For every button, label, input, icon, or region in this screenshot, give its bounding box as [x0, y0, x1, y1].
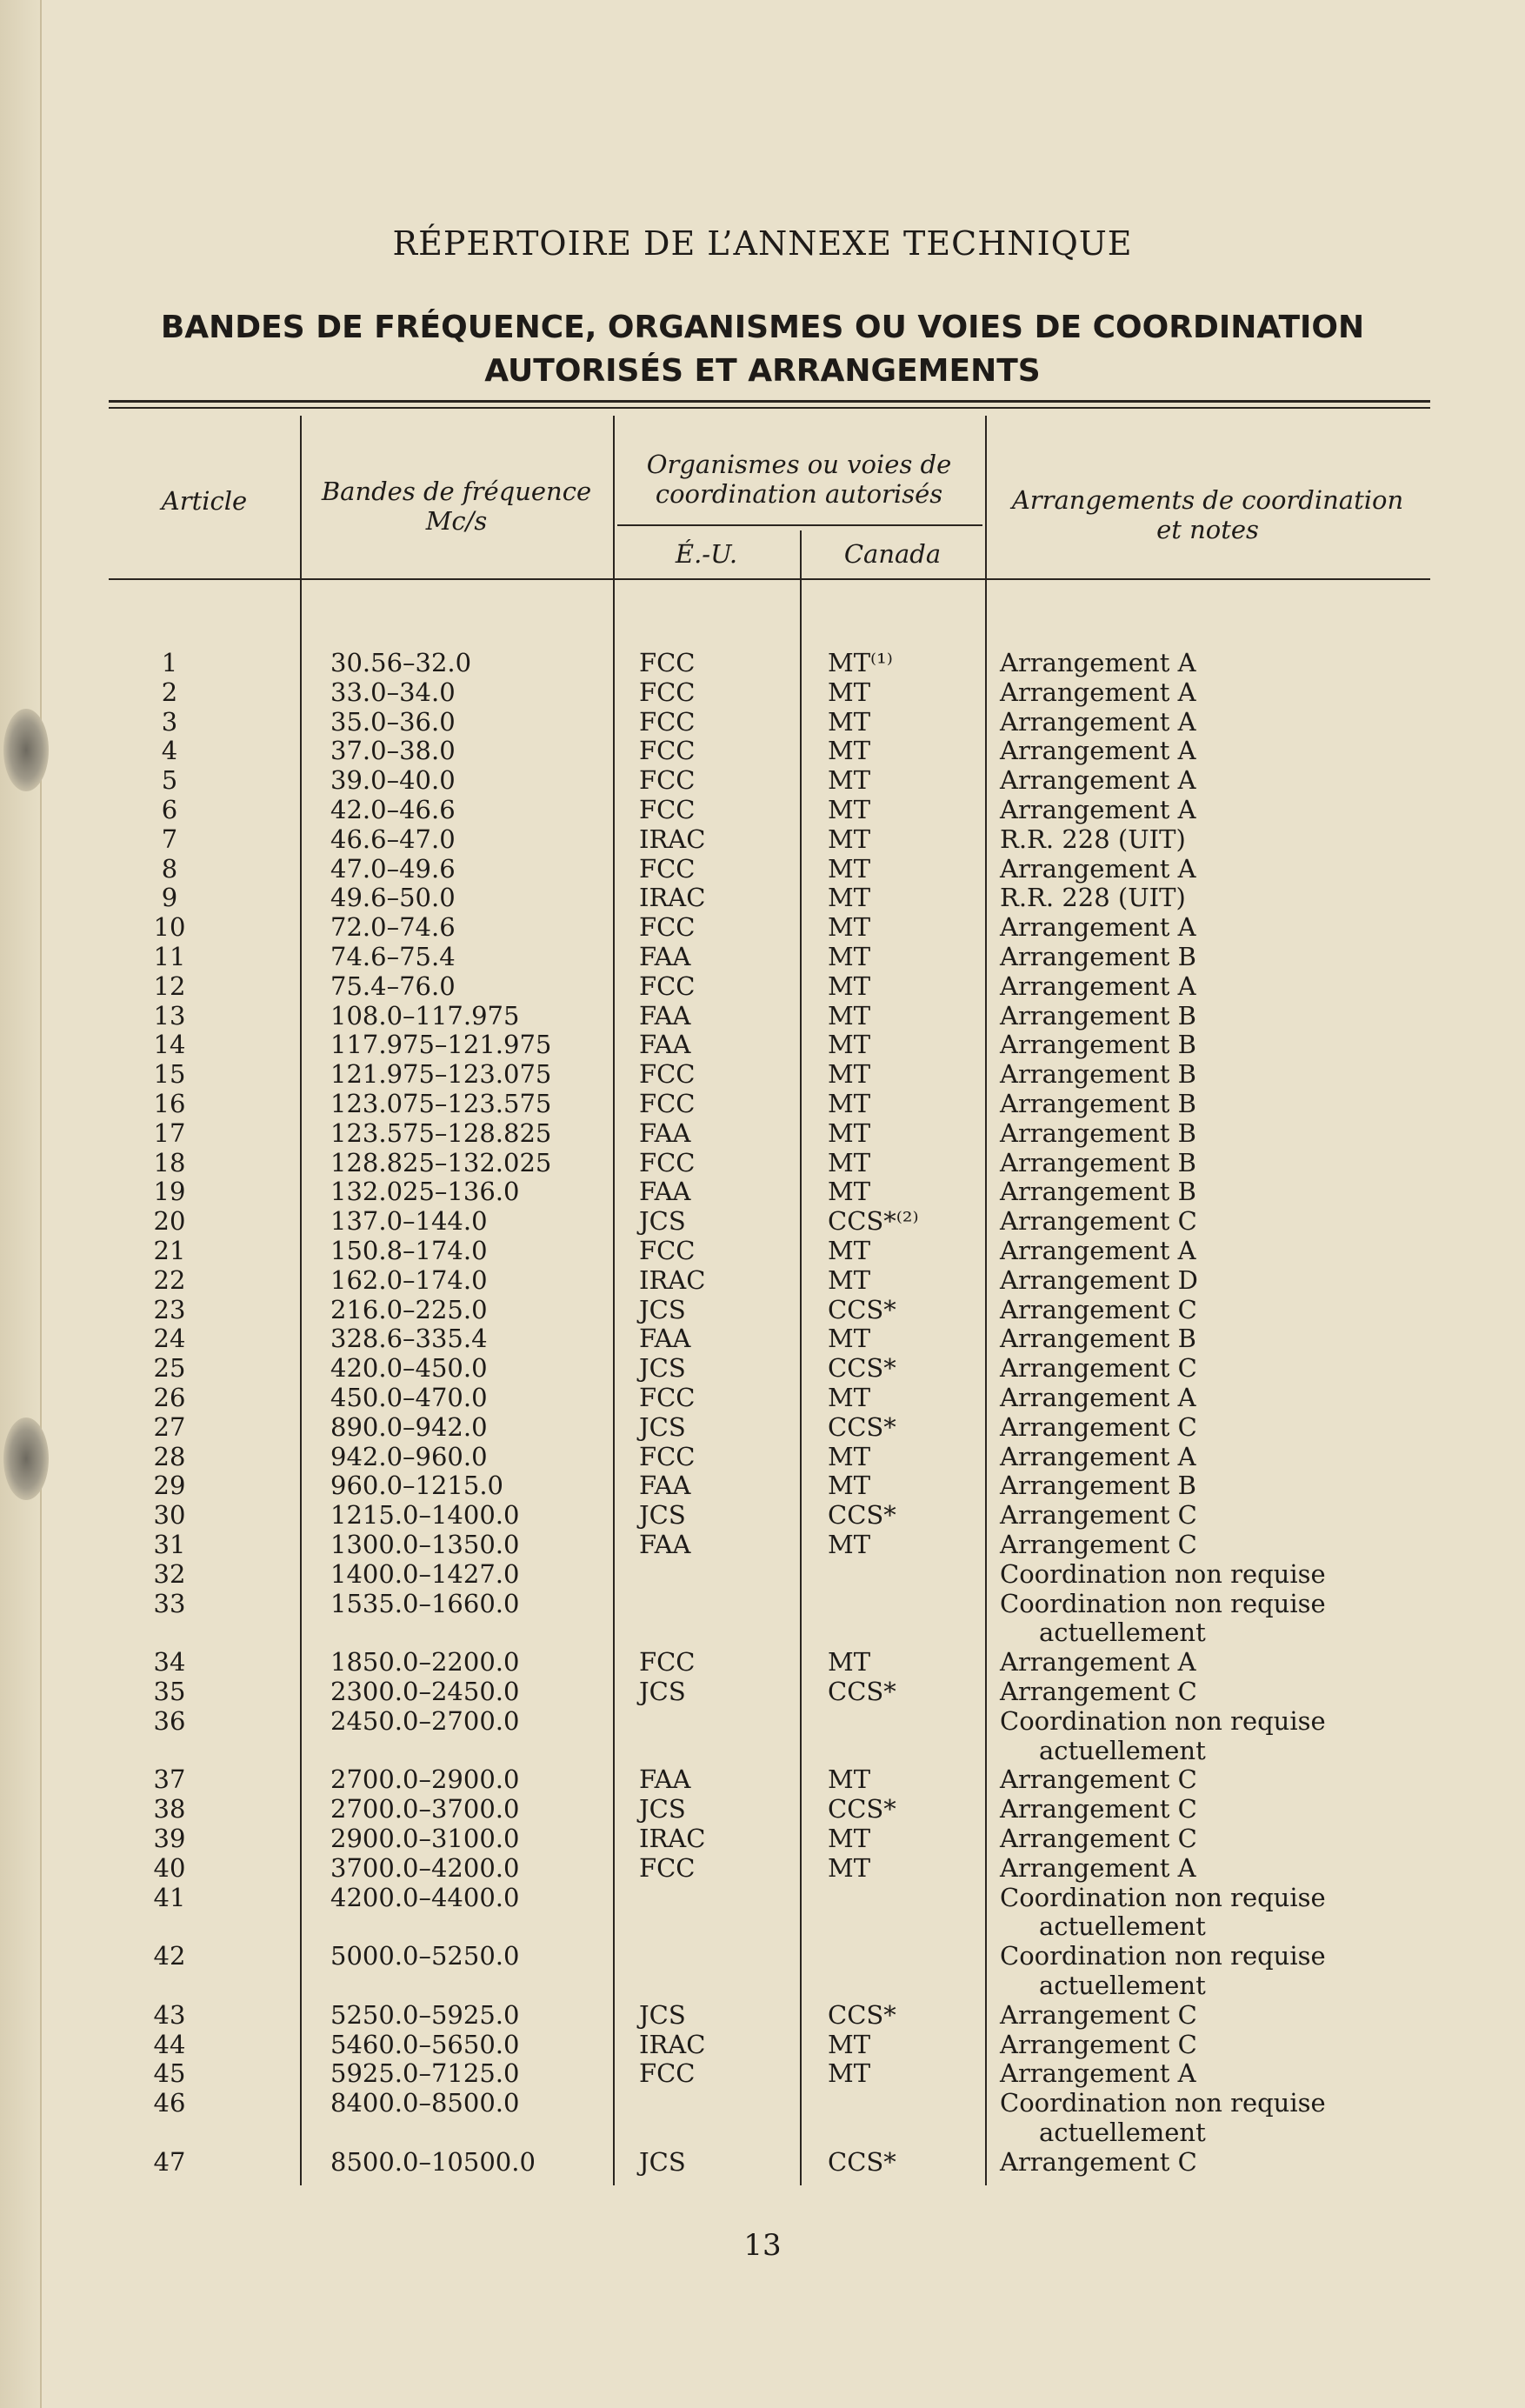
cell-canada: CCS*	[828, 2146, 896, 2177]
cell-band: 132.025–136.0	[330, 1177, 520, 1207]
column-divider	[800, 530, 802, 2185]
cell-article: 40	[153, 1852, 186, 1883]
cell-band: 2450.0–2700.0	[330, 1705, 520, 1736]
cell-canada: MT	[828, 1030, 871, 1060]
cell-us: FCC	[639, 677, 696, 707]
page-title: RÉPERTOIRE DE L’ANNEXE TECHNIQUE	[392, 224, 1133, 263]
cell-arrangement: Arrangement C	[1000, 1794, 1197, 1824]
cell-article: 25	[153, 1353, 186, 1384]
cell-article: 2	[161, 677, 178, 707]
cell-band: 328.6–335.4	[330, 1324, 488, 1354]
cell-arrangement: Arrangement A	[1000, 706, 1196, 737]
cell-band: 5250.0–5925.0	[330, 1999, 520, 2030]
table-top-rule	[109, 407, 1430, 409]
cell-band: 49.6–50.0	[330, 883, 456, 913]
cell-arrangement: Arrangement D	[1000, 1264, 1198, 1295]
cell-canada: MT	[828, 971, 871, 1001]
cell-us: FAA	[639, 942, 691, 971]
cell-us: FAA	[639, 1177, 691, 1207]
cell-canada: CCS*	[828, 1411, 896, 1442]
cell-article: 20	[153, 1206, 186, 1237]
cell-canada: CCS*	[828, 1294, 896, 1324]
cell-arrangement: Arrangement C	[1000, 1353, 1197, 1384]
cell-arrangement: Arrangement B	[1000, 1324, 1196, 1354]
cell-article: 4	[161, 736, 178, 766]
cell-band: 5460.0–5650.0	[330, 2029, 520, 2059]
cell-canada: MT	[828, 1236, 871, 1265]
cell-canada: MT	[828, 883, 871, 913]
cell-band: 33.0–34.0	[330, 677, 456, 707]
cell-canada: MT	[828, 853, 871, 884]
cell-article: 15	[153, 1059, 186, 1090]
cell-arrangement: Arrangement B	[1000, 1147, 1196, 1177]
cell-canada: CCS*	[828, 1500, 896, 1531]
cell-arrangement: Arrangement C	[1000, 1677, 1197, 1706]
cell-band: 137.0–144.0	[330, 1206, 488, 1237]
cell-band: 123.075–123.575	[330, 1089, 552, 1118]
cell-band: 35.0–36.0	[330, 706, 456, 737]
cell-canada: CCS*⁽²⁾	[828, 1206, 919, 1237]
cell-arrangement: Arrangement A	[1000, 2058, 1196, 2089]
cell-arrangement: Arrangement A	[1000, 1383, 1196, 1412]
cell-arrangement: Arrangement A	[1000, 736, 1196, 766]
cell-band: 162.0–174.0	[330, 1264, 488, 1295]
cell-canada: MT	[828, 1471, 871, 1501]
cell-band: 1400.0–1427.0	[330, 1558, 520, 1589]
cell-arrangement: Arrangement C	[1000, 1764, 1197, 1795]
cell-us: JCS	[639, 2146, 686, 2177]
cell-band: 8400.0–8500.0	[330, 2088, 520, 2118]
cell-band: 47.0–49.6	[330, 853, 456, 884]
cell-canada: MT	[828, 2029, 871, 2059]
header-canada: Canada	[843, 539, 942, 569]
cell-canada: MT	[828, 795, 871, 824]
header-bands: Bandes de fréquence Mc/s	[321, 477, 592, 536]
cell-canada: MT	[828, 1059, 871, 1090]
cell-article: 11	[153, 942, 186, 971]
cell-band: 4200.0–4400.0	[330, 1882, 520, 1912]
cell-arrangement-cont: actuellement	[1039, 1618, 1206, 1648]
cell-arrangement: R.R. 228 (UIT)	[1000, 883, 1186, 913]
cell-article: 32	[153, 1558, 186, 1589]
cell-us: FAA	[639, 1530, 691, 1559]
cell-article: 22	[153, 1264, 186, 1295]
cell-us: IRAC	[639, 2029, 706, 2059]
cell-us: FCC	[639, 795, 696, 824]
header-bottom-rule	[109, 578, 1430, 580]
cell-article: 10	[153, 912, 186, 943]
cell-article: 19	[153, 1177, 186, 1207]
cell-arrangement: Coordination non requise	[1000, 1558, 1326, 1589]
cell-us: JCS	[639, 1294, 686, 1324]
cell-canada: MT	[828, 2058, 871, 2089]
cell-article: 27	[153, 1411, 186, 1442]
cell-band: 39.0–40.0	[330, 765, 456, 796]
cell-us: IRAC	[639, 1824, 706, 1853]
binding-hole	[3, 1417, 49, 1500]
cell-canada: MT	[828, 1441, 871, 1471]
cell-arrangement: Arrangement A	[1000, 1236, 1196, 1265]
cell-us: FAA	[639, 1324, 691, 1354]
cell-band: 74.6–75.4	[330, 942, 456, 971]
cell-article: 42	[153, 1941, 186, 1971]
cell-arrangement: Arrangement B	[1000, 1030, 1196, 1060]
page-subtitle: BANDES DE FRÉQUENCE, ORGANISMES OU VOIES DE COORDINATION AUTORISÉS ET ARRANGEMENTS	[160, 310, 1365, 389]
cell-band: 2300.0–2450.0	[330, 1677, 520, 1706]
cell-article: 31	[153, 1530, 186, 1559]
cell-us: IRAC	[639, 1264, 706, 1295]
cell-canada: MT	[828, 736, 871, 766]
cell-arrangement: Arrangement B	[1000, 1471, 1196, 1501]
cell-band: 890.0–942.0	[330, 1411, 488, 1442]
cell-article: 9	[161, 883, 178, 913]
cell-us: FAA	[639, 1000, 691, 1031]
cell-article: 17	[153, 1117, 186, 1148]
cell-canada: MT	[828, 1117, 871, 1148]
cell-article: 35	[153, 1677, 186, 1706]
cell-arrangement: Arrangement C	[1000, 1999, 1197, 2030]
cell-canada: MT	[828, 1764, 871, 1795]
cell-band: 2900.0–3100.0	[330, 1824, 520, 1853]
cell-canada: MT	[828, 1264, 871, 1295]
cell-canada: MT	[828, 1530, 871, 1559]
cell-band: 2700.0–2900.0	[330, 1764, 520, 1795]
cell-arrangement: Arrangement C	[1000, 1500, 1197, 1531]
cell-arrangement: Arrangement A	[1000, 971, 1196, 1001]
cell-us: FCC	[639, 1852, 696, 1883]
cell-canada: MT	[828, 1177, 871, 1207]
cell-canada: MT	[828, 1383, 871, 1412]
cell-canada: MT	[828, 1647, 871, 1678]
cell-band: 150.8–174.0	[330, 1236, 488, 1265]
cell-arrangement: Arrangement A	[1000, 912, 1196, 943]
cell-arrangement: Coordination non requise	[1000, 1588, 1326, 1618]
cell-arrangement: Arrangement A	[1000, 677, 1196, 707]
cell-arrangement: Arrangement B	[1000, 1117, 1196, 1148]
cell-article: 6	[161, 795, 178, 824]
cell-article: 24	[153, 1324, 186, 1354]
cell-arrangement: Arrangement C	[1000, 1824, 1197, 1853]
cell-band: 450.0–470.0	[330, 1383, 488, 1412]
cell-arrangement: Arrangement C	[1000, 2146, 1197, 2177]
subheader-rule	[617, 524, 982, 526]
cell-article: 26	[153, 1383, 186, 1412]
cell-article: 39	[153, 1824, 186, 1853]
cell-canada: MT	[828, 942, 871, 971]
cell-article: 12	[153, 971, 186, 1001]
header-us: É.-U.	[675, 539, 738, 569]
cell-us: FCC	[639, 1647, 696, 1678]
cell-us: FCC	[639, 853, 696, 884]
cell-canada: MT	[828, 765, 871, 796]
cell-us: JCS	[639, 1206, 686, 1237]
header-arrangements: Arrangements de coordination et notes	[1011, 485, 1404, 544]
cell-arrangement: Arrangement B	[1000, 1089, 1196, 1118]
cell-band: 37.0–38.0	[330, 736, 456, 766]
cell-us: FCC	[639, 1147, 696, 1177]
cell-band: 942.0–960.0	[330, 1441, 488, 1471]
cell-band: 1300.0–1350.0	[330, 1530, 520, 1559]
cell-us: FAA	[639, 1764, 691, 1795]
cell-arrangement: Arrangement A	[1000, 1647, 1196, 1678]
cell-article: 28	[153, 1441, 186, 1471]
cell-us: FCC	[639, 1059, 696, 1090]
cell-article: 13	[153, 1000, 186, 1031]
cell-band: 216.0–225.0	[330, 1294, 488, 1324]
cell-arrangement: Arrangement B	[1000, 1000, 1196, 1031]
cell-arrangement-cont: actuellement	[1039, 1735, 1206, 1765]
cell-us: JCS	[639, 1411, 686, 1442]
cell-article: 5	[161, 765, 178, 796]
page-number: 13	[743, 2228, 782, 2263]
cell-us: FCC	[639, 706, 696, 737]
column-divider	[985, 416, 987, 2185]
cell-band: 75.4–76.0	[330, 971, 456, 1001]
cell-canada: MT	[828, 1147, 871, 1177]
cell-band: 3700.0–4200.0	[330, 1852, 520, 1883]
cell-canada: MT	[828, 1324, 871, 1354]
cell-arrangement: Coordination non requise	[1000, 1705, 1326, 1736]
cell-band: 123.575–128.825	[330, 1117, 552, 1148]
cell-us: FAA	[639, 1117, 691, 1148]
cell-canada: MT	[828, 1852, 871, 1883]
cell-arrangement: Arrangement A	[1000, 1441, 1196, 1471]
cell-canada: MT	[828, 912, 871, 943]
cell-canada: MT	[828, 1000, 871, 1031]
cell-arrangement: R.R. 228 (UIT)	[1000, 824, 1186, 854]
cell-us: FCC	[639, 912, 696, 943]
cell-arrangement: Arrangement A	[1000, 765, 1196, 796]
cell-canada: MT	[828, 706, 871, 737]
cell-arrangement: Arrangement C	[1000, 1411, 1197, 1442]
cell-article: 7	[161, 824, 178, 854]
cell-us: JCS	[639, 1677, 686, 1706]
cell-article: 23	[153, 1294, 186, 1324]
cell-us: FCC	[639, 1089, 696, 1118]
header-organisms: Organismes ou voies de coordination autorisés	[646, 450, 952, 509]
cell-article: 3	[161, 706, 178, 737]
cell-us: IRAC	[639, 824, 706, 854]
cell-article: 16	[153, 1089, 186, 1118]
cell-band: 8500.0–10500.0	[330, 2146, 536, 2177]
cell-canada: MT	[828, 824, 871, 854]
cell-arrangement: Arrangement C	[1000, 1530, 1197, 1559]
cell-article: 46	[153, 2088, 186, 2118]
cell-band: 108.0–117.975	[330, 1000, 520, 1031]
cell-article: 21	[153, 1236, 186, 1265]
cell-article: 33	[153, 1588, 186, 1618]
cell-arrangement: Coordination non requise	[1000, 1882, 1326, 1912]
cell-band: 42.0–46.6	[330, 795, 456, 824]
cell-arrangement: Coordination non requise	[1000, 2088, 1326, 2118]
cell-arrangement: Coordination non requise	[1000, 1941, 1326, 1971]
cell-band: 128.825–132.025	[330, 1147, 552, 1177]
cell-band: 5000.0–5250.0	[330, 1941, 520, 1971]
cell-canada: MT	[828, 1089, 871, 1118]
cell-canada: MT	[828, 677, 871, 707]
column-divider	[613, 416, 615, 2185]
cell-article: 47	[153, 2146, 186, 2177]
cell-article: 43	[153, 1999, 186, 2030]
cell-canada: CCS*	[828, 1677, 896, 1706]
cell-us: FCC	[639, 736, 696, 766]
cell-us: FCC	[639, 971, 696, 1001]
cell-arrangement-cont: actuellement	[1039, 2118, 1206, 2147]
cell-arrangement-cont: actuellement	[1039, 1911, 1206, 1942]
cell-article: 1	[161, 648, 178, 677]
cell-us: JCS	[639, 1999, 686, 2030]
cell-canada: CCS*	[828, 1353, 896, 1384]
cell-article: 44	[153, 2029, 186, 2059]
cell-arrangement: Arrangement A	[1000, 853, 1196, 884]
cell-arrangement: Arrangement B	[1000, 942, 1196, 971]
cell-band: 72.0–74.6	[330, 912, 456, 943]
cell-band: 117.975–121.975	[330, 1030, 552, 1060]
cell-us: IRAC	[639, 883, 706, 913]
cell-arrangement: Arrangement C	[1000, 1206, 1197, 1237]
cell-arrangement: Arrangement A	[1000, 1852, 1196, 1883]
cell-article: 37	[153, 1764, 186, 1795]
cell-us: JCS	[639, 1794, 686, 1824]
cell-article: 18	[153, 1147, 186, 1177]
cell-us: FCC	[639, 765, 696, 796]
cell-canada: CCS*	[828, 1794, 896, 1824]
cell-arrangement: Arrangement A	[1000, 795, 1196, 824]
cell-article: 45	[153, 2058, 186, 2089]
cell-band: 46.6–47.0	[330, 824, 456, 854]
cell-article: 34	[153, 1647, 186, 1678]
cell-band: 5925.0–7125.0	[330, 2058, 520, 2089]
cell-canada: MT⁽¹⁾	[828, 648, 893, 677]
cell-us: FCC	[639, 1236, 696, 1265]
cell-us: FAA	[639, 1030, 691, 1060]
cell-article: 36	[153, 1705, 186, 1736]
cell-band: 121.975–123.075	[330, 1059, 552, 1090]
cell-arrangement: Arrangement B	[1000, 1059, 1196, 1090]
cell-band: 1850.0–2200.0	[330, 1647, 520, 1678]
cell-band: 2700.0–3700.0	[330, 1794, 520, 1824]
cell-article: 30	[153, 1500, 186, 1531]
cell-arrangement: Arrangement C	[1000, 2029, 1197, 2059]
cell-band: 960.0–1215.0	[330, 1471, 503, 1501]
cell-us: FCC	[639, 2058, 696, 2089]
cell-band: 30.56–32.0	[330, 648, 472, 677]
cell-canada: CCS*	[828, 1999, 896, 2030]
cell-band: 1215.0–1400.0	[330, 1500, 520, 1531]
cell-band: 420.0–450.0	[330, 1353, 488, 1384]
cell-us: JCS	[639, 1500, 686, 1531]
cell-arrangement: Arrangement B	[1000, 1177, 1196, 1207]
header-article: Article	[161, 486, 248, 516]
cell-us: JCS	[639, 1353, 686, 1384]
cell-arrangement-cont: actuellement	[1039, 1971, 1206, 2000]
cell-arrangement: Arrangement C	[1000, 1294, 1197, 1324]
binding-hole	[3, 709, 49, 791]
cell-article: 29	[153, 1471, 186, 1501]
cell-arrangement: Arrangement A	[1000, 648, 1196, 677]
cell-us: FAA	[639, 1471, 691, 1501]
table-top-rule	[109, 400, 1430, 403]
cell-article: 38	[153, 1794, 186, 1824]
cell-article: 14	[153, 1030, 186, 1060]
cell-article: 41	[153, 1882, 186, 1912]
cell-canada: MT	[828, 1824, 871, 1853]
cell-band: 1535.0–1660.0	[330, 1588, 520, 1618]
cell-us: FCC	[639, 1441, 696, 1471]
cell-article: 8	[161, 853, 178, 884]
cell-us: FCC	[639, 648, 696, 677]
column-divider	[300, 416, 302, 2185]
cell-us: FCC	[639, 1383, 696, 1412]
